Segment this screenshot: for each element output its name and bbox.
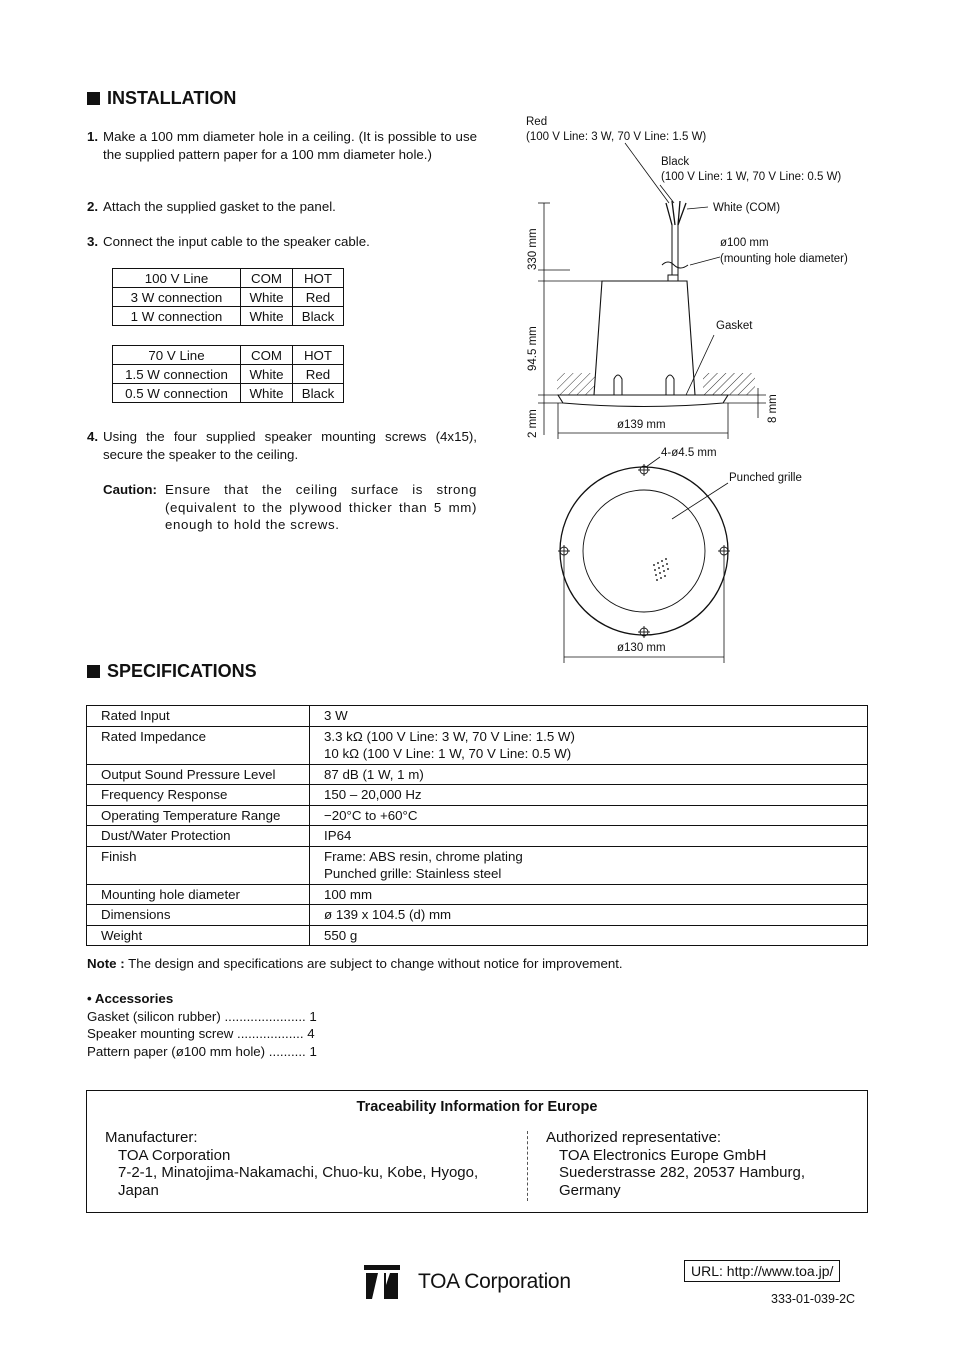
table-row: 3 W connection White Red: [113, 288, 344, 307]
table-row: Mounting hole diameter 100 mm: [87, 884, 868, 905]
table-row: Finish Frame: ABS resin, chrome plating Punched grille: Stainless steel: [87, 846, 868, 884]
list-item: Speaker mounting screw .................. 4: [87, 1026, 315, 1041]
dim-130-label: ø130 mm: [617, 642, 666, 654]
representative-block: Authorized representative: TOA Electronics Europe GmbH Suederstrasse 282, 20537 Hamburg, Germany: [546, 1129, 805, 1199]
spec-note: Note : The design and specifications are subject to change without notice for improvement.: [87, 956, 623, 971]
speaker-body: [594, 281, 695, 395]
dim-330-label: 330 mm: [527, 228, 539, 270]
grille-label: Punched grille: [729, 472, 802, 484]
square-bullet-icon: [87, 92, 100, 105]
toa-logo-icon: [364, 1265, 400, 1299]
ceiling-hatch-left: [557, 373, 596, 395]
table-row: Output Sound Pressure Level 87 dB (1 W, 1 m): [87, 764, 868, 785]
toa-logo: [364, 1265, 571, 1299]
caution-note: Caution: Ensure that the ceiling surface is strong (equivalent to the plywood thicker than 5 mm) enough to hold the screws.: [103, 482, 477, 532]
install-step-4: 4. Using the four supplied speaker mounting screws (4x15), secure the speaker to the ceiling.: [87, 429, 477, 462]
table-row: Dimensions ø 139 x 104.5 (d) mm: [87, 905, 868, 926]
ceiling-hatch-right: [703, 373, 755, 395]
black-wire-detail: (100 V Line: 1 W, 70 V Line: 0.5 W): [661, 171, 842, 183]
table-row: 1.5 W connection White Red: [113, 365, 344, 384]
wiring-table-100v: [112, 268, 344, 326]
speaker-flange: [558, 395, 728, 407]
table-row: Weight 550 g: [87, 925, 868, 946]
grille-dots: [653, 558, 669, 581]
table-row: Rated Impedance 3.3 kΩ (100 V Line: 3 W, 70 V Line: 1.5 W) 10 kΩ (100 V Line: 1 W, 70 V Line: 0.5 W): [87, 726, 868, 764]
install-step-3: 3. Connect the input cable to the speaker cable.: [87, 234, 370, 249]
manufacturer-block: Manufacturer: TOA Corporation 7-2-1, Minatojima-Nakamachi, Chuo-ku, Kobe, Hyogo, Japan: [105, 1129, 479, 1199]
table-row: 0.5 W connection White Black: [113, 384, 344, 403]
punched-grille: [583, 490, 705, 612]
installation-heading: INSTALLATION: [87, 88, 236, 109]
black-wire-label: Black: [661, 156, 690, 168]
wiring-table-70v: [112, 345, 344, 403]
hole-diameter-detail: (mounting hole diameter): [720, 253, 848, 265]
table-row: Rated Input 3 W: [87, 706, 868, 727]
install-step-1: 1. Make a 100 mm diameter hole in a ceiling. (It is possible to use the supplied pattern paper for a 100 mm diameter hole.): [87, 129, 477, 162]
specifications-table: [86, 705, 868, 946]
hole-diameter-label: ø100 mm: [720, 237, 769, 249]
table-row: 70 V Line COM HOT: [113, 346, 344, 365]
dim-139-label: ø139 mm: [617, 419, 666, 431]
dim-94-5-label: 94.5 mm: [527, 326, 539, 371]
accessories-list: • Accessories Gasket (silicon rubber) ...................... 1 Speaker mounting screw .................. 4 Pattern paper (ø100 mm hole) .......... 1: [87, 991, 317, 1059]
table-row: 1 W connection White Black: [113, 307, 344, 326]
dim-8-label: 8 mm: [767, 394, 779, 423]
cable-bushing: [668, 275, 678, 281]
list-item: Pattern paper (ø100 mm hole) .......... 1: [87, 1043, 317, 1059]
specifications-heading: SPECIFICATIONS: [87, 661, 257, 682]
url-box[interactable]: URL: http://www.toa.jp/: [684, 1260, 840, 1282]
speaker-installation-diagram: [510, 105, 890, 665]
traceability-title: Traceability Information for Europe: [356, 1099, 598, 1115]
divider: [527, 1131, 528, 1201]
document-code: 333-01-039-2C: [771, 1292, 856, 1306]
install-step-2: 2. Attach the supplied gasket to the panel.: [87, 199, 336, 214]
square-bullet-icon: [87, 665, 100, 678]
white-wire-label: White (COM): [713, 202, 781, 214]
dim-2-label: 2 mm: [527, 409, 539, 438]
traceability-box: [86, 1090, 868, 1213]
list-item: Gasket (silicon rubber) ...................... 1: [87, 1008, 317, 1024]
table-row: 100 V Line COM HOT: [113, 269, 344, 288]
red-wire-detail: (100 V Line: 3 W, 70 V Line: 1.5 W): [526, 131, 707, 143]
screw-hole-label: 4-ø4.5 mm: [661, 447, 717, 459]
table-row: Dust/Water Protection IP64: [87, 826, 868, 847]
table-row: Operating Temperature Range −20°C to +60°C: [87, 805, 868, 826]
gasket-label: Gasket: [716, 320, 753, 332]
red-wire-label: Red: [526, 116, 548, 128]
company-name: TOA Corporation: [418, 1270, 571, 1293]
table-row: Frequency Response 150 – 20,000 Hz: [87, 785, 868, 806]
speaker-front-outline: [560, 467, 728, 635]
